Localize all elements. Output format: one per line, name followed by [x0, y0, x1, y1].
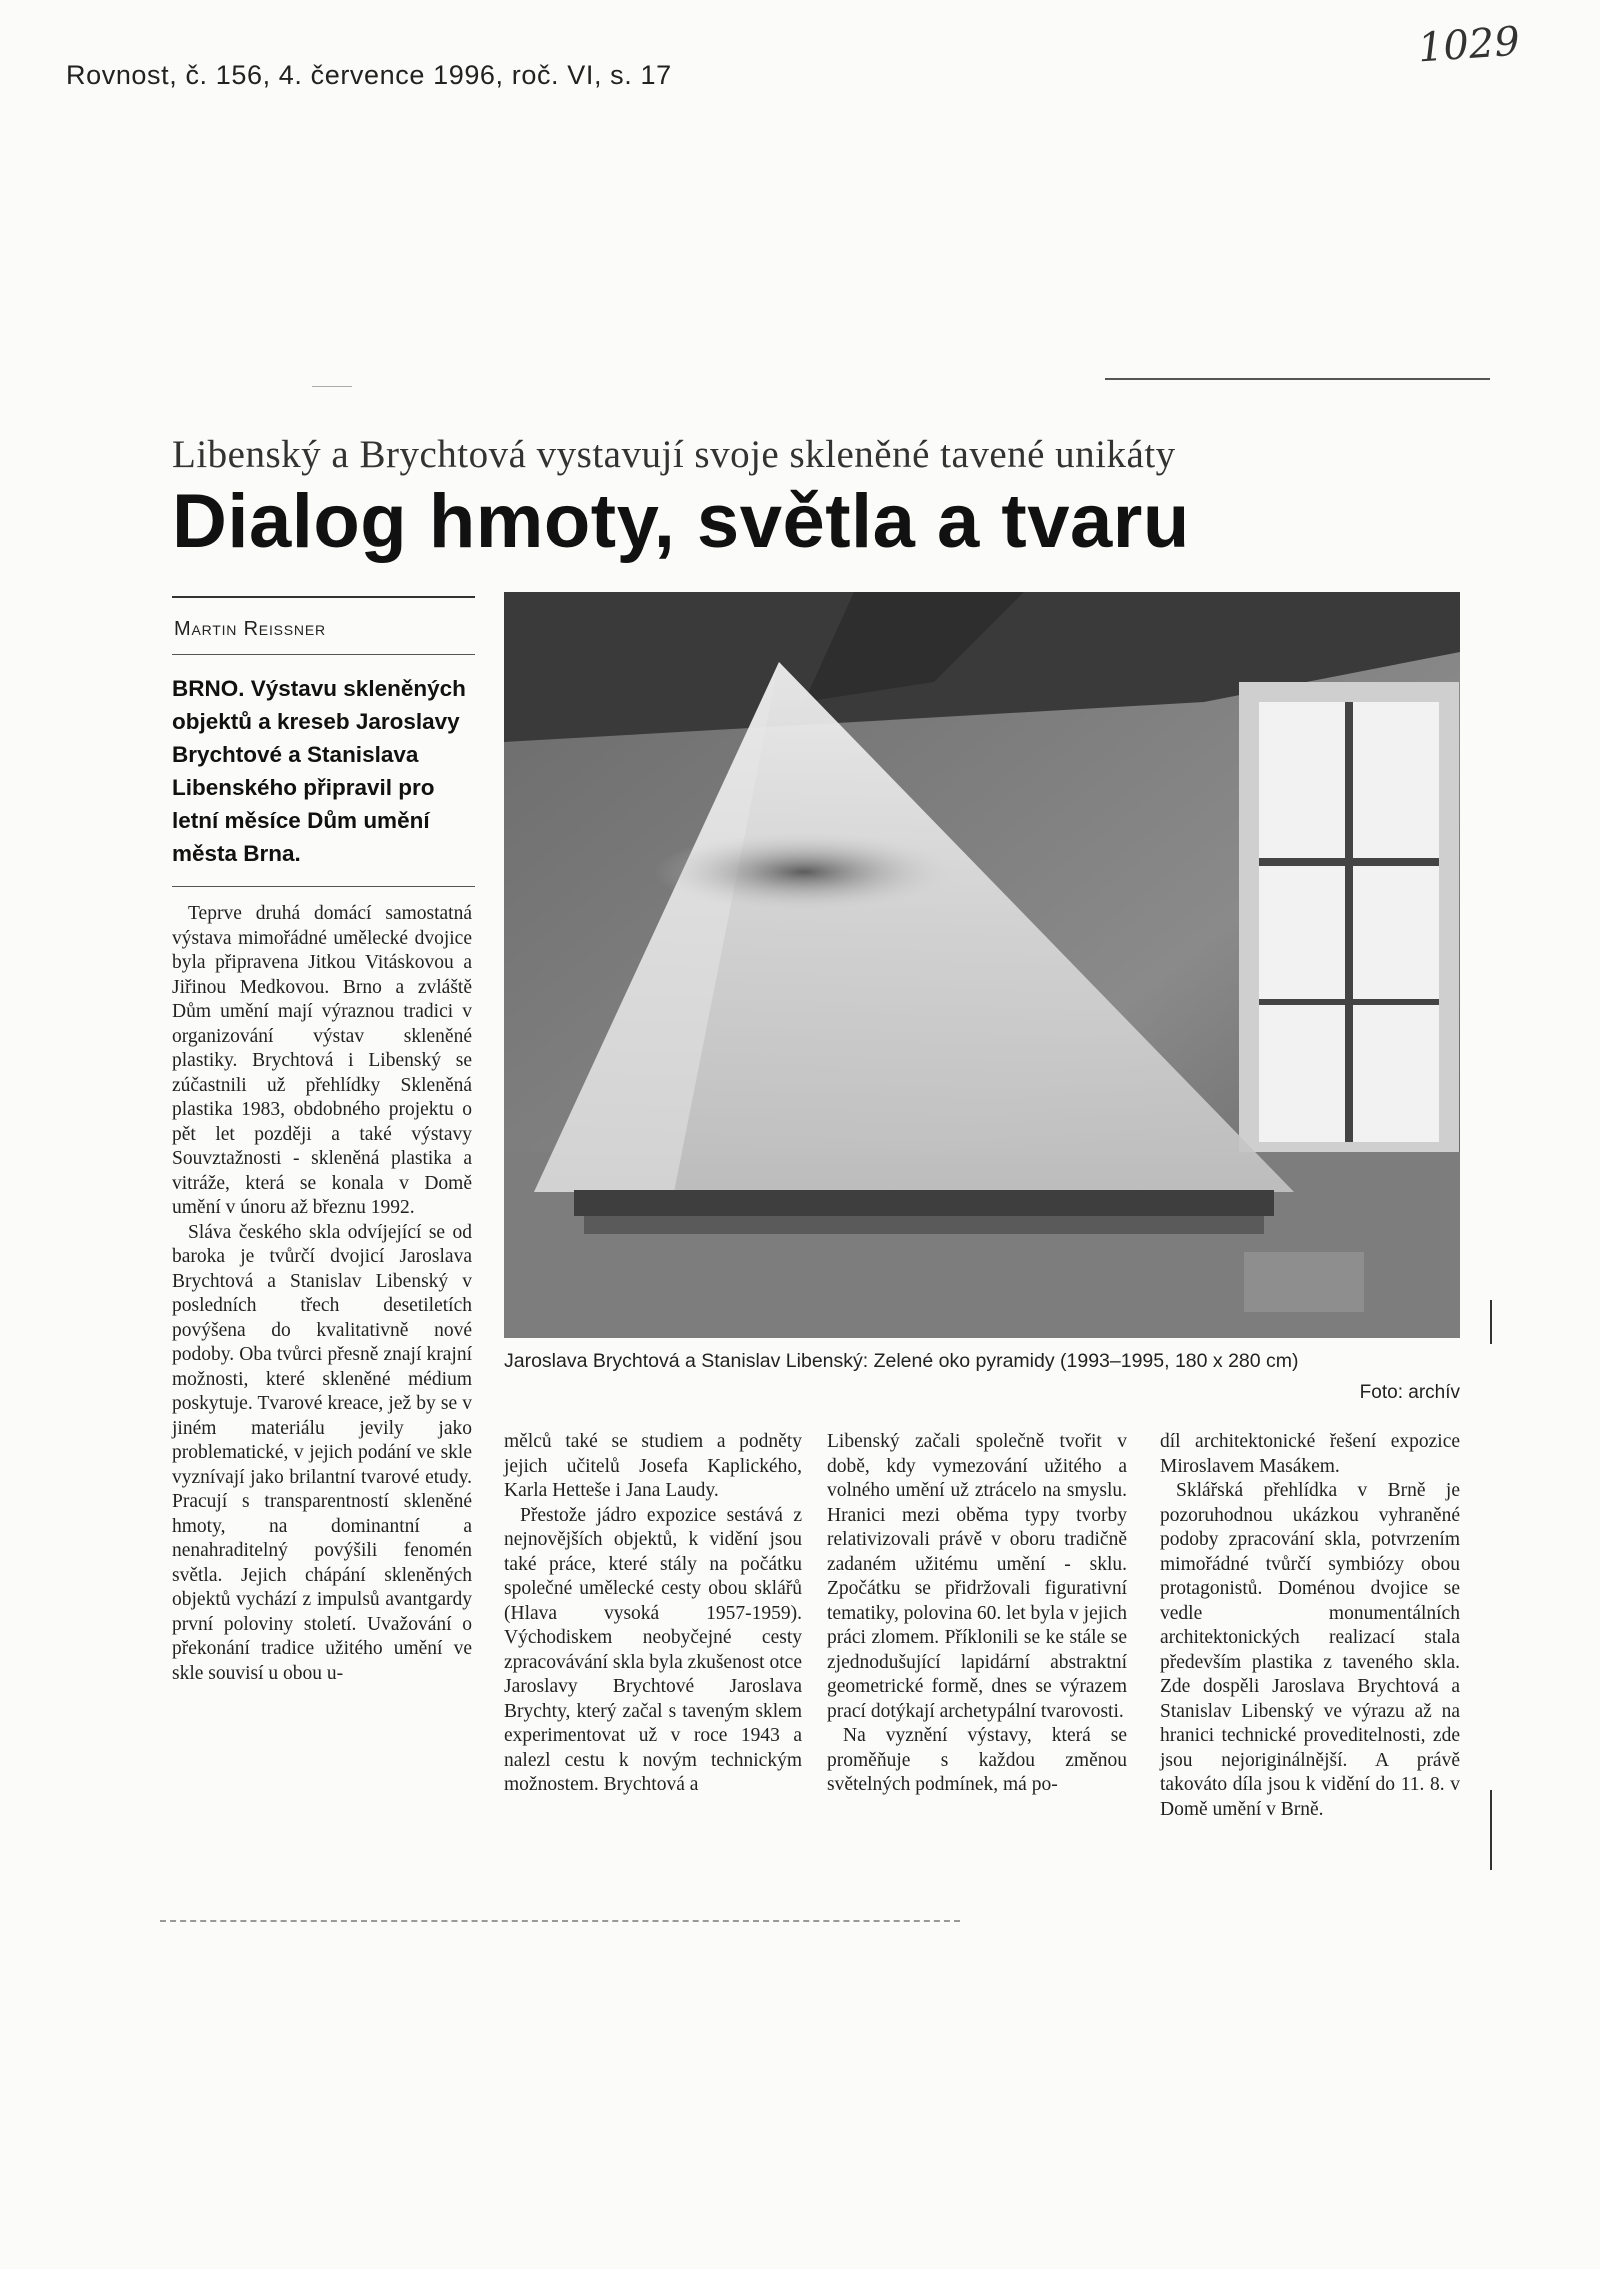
article-column-1: [172, 902, 472, 1686]
article-column-2: [504, 1430, 802, 1798]
paragraph: mělců také se studiem a podněty jejich učitelů Josefa Kaplického, Karla Hetteše i Jana Laudy.: [504, 1431, 802, 1501]
paragraph: Teprve druhá domácí samostatná výstava mimořádné umělecké dvojice byla připravena Jitkou Vitáskovou a Jiřinou Medkovou. Brno a zvláště Dům umění mají výraznou tradici v organizování výstav skleněné plastiky. Brychtová i Libenský se zúčastnili už přehlídky Skleněná plastika 1983, obdobného projektu o pět let později a také výstavy Souvztažnosti - skleněná plastika a vitráže, která se konala v Domě umění v únoru až březnu 1992.: [172, 903, 472, 1218]
article-subtitle: Libenský a Brychtová vystavují svoje skleněné tavené unikáty: [172, 433, 1176, 476]
pyramid-sculpture-photo: [504, 592, 1460, 1338]
paragraph: Libenský začali společně tvořit v době, kdy vymezování užitého a volného umění už ztrácelo na smyslu. Hranici mezi oběma typy tvorby relativizovali právě v oboru tradičně zadaném užitému umění - sklu. Zpočátku se přidržovali figurativní tematiky, polovina 60. let byla v jejich práci zlomem. Příklonili se ke stále se zjednodušující lapidární abstraktní geometrické formě, dnes se výrazem prací dotýkají archetypální tvarovosti.: [827, 1431, 1127, 1722]
handwritten-archive-number: 1029: [1416, 18, 1522, 72]
paragraph: Sklářská přehlídka v Brně je pozoruhodnou ukázkou vyhraněné podoby zpracování skla, potvrzením mimořádné tvůrčí symbiózy obou protagonistů. Doménou dvojice se vedle monumentálních architektonických realizací stala především plastika z taveného skla. Zde dospěli Jaroslava Brychtová a Stanislav Libenský ve výrazu až na hranici technické proveditelnosti, zde jsou nejoriginálnější. A právě takováto díla jsou k vidění do 11. 8. v Domě umění v Brně.: [1160, 1480, 1460, 1820]
photo-credit: Foto: archív: [1359, 1382, 1460, 1403]
margin-mark: [1490, 1300, 1492, 1344]
top-rule: [1105, 378, 1490, 380]
lead-rule: [172, 886, 475, 887]
article-photo: [504, 592, 1460, 1338]
article-headline: Dialog hmoty, světla a tvaru: [172, 479, 1190, 564]
byline-rule-top: [172, 596, 475, 598]
paragraph: Na vyznění výstavy, která se proměňuje s každou změnou světelných podmínek, má po-: [827, 1725, 1127, 1795]
byline-rule-bottom: [172, 654, 475, 655]
paragraph: díl architektonické řešení expozice Miroslavem Masákem.: [1160, 1431, 1460, 1477]
lead-paragraph: BRNO. Výstavu skleněných objektů a kreseb Jaroslavy Brychtové a Stanislava Libenského připravil pro letní měsíce Dům umění města Brna.: [172, 676, 466, 866]
article-column-4: [1160, 1430, 1460, 1822]
margin-mark: [1490, 1790, 1492, 1870]
photo-caption: Jaroslava Brychtová a Stanislav Libenský: Zelené oko pyramidy (1993–1995, 180 x 280 cm): [504, 1350, 1299, 1372]
faint-mark: [312, 386, 352, 387]
author-byline: Martin Reissner: [174, 618, 326, 640]
paragraph: Sláva českého skla odvíjející se od baroka je tvůrčí dvojicí Jaroslava Brychtová a Stanislav Libenský v posledních třech desetiletích povýšena do kvalitativně nové podoby. Oba tvůrci přesně znají krajní možnosti, které skleněné médium poskytuje. Tvarové kreace, jež by se v jiném materiálu jevily jako problematické, v jejich podání ve skle vyznívají jako brilantní tvarové etudy. Pracují s transparentností skleněné hmoty, na dominantní a nenahraditelný povýšili fenomén světla. Jejich chápání skleněných objektů vychází z impulsů avantgardy první poloviny století. Uvažování o překonání tradice užitého umění ve skle souvisí u obou u-: [172, 1221, 472, 1684]
article-column-3: [827, 1430, 1127, 1798]
paragraph: Přestože jádro expozice sestává z nejnovějších objektů, k vidění jsou také práce, které stály na počátku společné umělecké cesty obou sklářů (Hlava vysoká 1957-1959). Východiskem neobyčejné cesty zpracovávání skla byla zkušenost otce Jaroslavy Brychtové Jaroslava Brychty, který začal s taveným sklem experimentovat už v roce 1943 a nalezl cestu k novým technickým možnostem. Brychtová a: [504, 1504, 802, 1795]
source-citation: Rovnost, č. 156, 4. července 1996, roč. VI, s. 17: [66, 60, 672, 90]
bottom-rule: [160, 1920, 960, 1923]
